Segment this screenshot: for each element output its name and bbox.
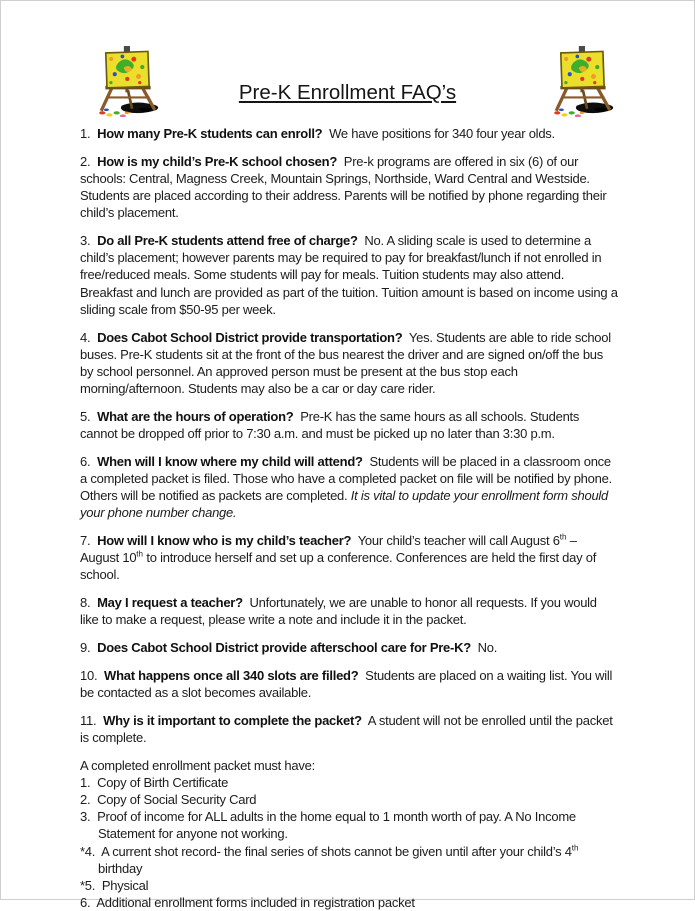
faq-item-8 — [80, 594, 618, 628]
text-run: th — [571, 843, 579, 853]
text-run: 2. Copy of Social Security Card — [80, 792, 257, 807]
text-run: Your child’s teacher will call August 6 — [351, 533, 560, 549]
faq-item-6 — [80, 453, 618, 522]
faq-item-11 — [80, 712, 618, 746]
text-run: *4. A current shot record- the final series of shots cannot be given until after your child’s 4 — [80, 843, 572, 859]
checklist-intro: A completed enrollment packet must have: — [80, 757, 315, 773]
text-run: birthday — [98, 860, 143, 876]
text-run: Yes. Students are able to ride school buses. Pre-K students sit at the front of the bus nearest the driver and are signed on/off the bus by school personnel. An approved person must be present at the bus stop each morning/afternoon. Students may also be a car or day care rider. — [80, 329, 611, 397]
text-run: How will I know who is my child’s teacher? — [97, 533, 352, 549]
text-run: Does Cabot School District provide afterschool care for Pre-K? — [97, 640, 471, 656]
text-run: – August 10 — [80, 533, 577, 566]
text-run: What happens once all 340 slots are filled? — [104, 667, 359, 683]
text-run: It is vital to update your enrollment form should your phone number change. — [80, 488, 609, 521]
text-run: 4. — [80, 329, 98, 345]
text-run: We have positions for 340 four year olds. — [322, 126, 555, 141]
text-run: May I request a teacher? — [97, 595, 243, 611]
page-title: Pre-K Enrollment FAQ’s — [238, 81, 457, 104]
text-run: 11. — [80, 712, 104, 728]
text-run: 7. — [80, 533, 98, 549]
faq-item-2 — [80, 153, 618, 222]
text-run: th — [559, 532, 567, 542]
text-run: 6. — [80, 453, 98, 469]
text-run: 1. Copy of Birth Certificate — [80, 774, 229, 790]
painting-easel-icon — [548, 45, 620, 117]
checklist-item-1 — [80, 774, 618, 791]
text-run: 9. — [80, 640, 98, 656]
checklist-item-5 — [80, 877, 618, 894]
text-run: Does Cabot School District provide transportation? — [97, 329, 403, 345]
text-run: How is my child’s Pre-K school chosen? — [97, 153, 338, 169]
faq-item-10 — [80, 667, 618, 701]
text-run: 3. Proof of income for ALL adults in the home equal to 1 month worth of pay. A No Income Statement for anyone not working. — [80, 809, 576, 842]
faq-item-9 — [80, 639, 618, 656]
text-run: How many Pre-K students can enroll? — [97, 126, 323, 141]
faq-item-5 — [80, 408, 618, 442]
text-run: 2. — [80, 153, 98, 169]
text-run: 1. — [80, 126, 98, 141]
faq-item-7 — [80, 532, 618, 584]
checklist-item-4 — [80, 843, 618, 877]
text-run: No. A sliding scale is used to determine a child’s placement; however parents may be required to pay for breakfast/lunch if not enrolled in free/reduced meals. Some students will pay for meals. Tuition students may also attend. Breakfast and lunch are provided as part of the tuition. Tuition amount is based on income using a sliding scale from $50-95 per week. — [80, 233, 618, 317]
faq-item-1 — [80, 125, 618, 142]
text-run: Do all Pre-K students attend free of charge? — [97, 233, 358, 249]
text-run: Why is it important to complete the packet? — [103, 712, 362, 728]
checklist-item-6 — [80, 894, 618, 911]
text-run: th — [136, 549, 144, 559]
checklist-item-3 — [80, 808, 618, 842]
text-run: Students will be placed in a classroom once a completed packet is filed. Those who have a completed packet on file will be notified by phone. Others will be notified as packets are completed. — [80, 453, 612, 504]
text-run: Pre-k programs are offered in six (6) of our schools: Central, Magness Creek, Mountain Springs, Northside, Ward Central and Westside. Students are placed according to their address. Parents will be notified by phone regarding their child’s placement. — [80, 153, 607, 221]
text-run: to introduce herself and set up a conference. Conferences are held the first day of school. — [80, 550, 597, 583]
text-run: 10. — [80, 667, 105, 683]
text-run: Pre-K has the same hours as all schools. Students cannot be dropped off prior to 7:30 a.m. and must be picked up no later than 3:30 p.m. — [80, 408, 580, 442]
text-run: *5. Physical — [80, 878, 149, 894]
text-run: 8. — [80, 595, 98, 611]
text-run: Students are placed on a waiting list. You will be contacted as a slot becomes available. — [80, 667, 613, 700]
checklist-item-2 — [80, 791, 618, 808]
faq-item-4 — [80, 329, 618, 398]
text-run: A student will not be enrolled until the packet is complete. — [80, 712, 613, 745]
text-run: When will I know where my child will attend? — [97, 453, 363, 469]
text-run: 3. — [80, 233, 98, 249]
faq-content — [80, 125, 618, 911]
text-run: Unfortunately, we are unable to honor all requests. If you would like to make a request, please write a note and include it in the packet. — [80, 595, 597, 628]
text-run: No. — [470, 640, 498, 656]
text-run: What are the hours of operation? — [97, 408, 294, 424]
text-run: 6. Additional enrollment forms included in registration packet — [80, 895, 415, 911]
faq-item-3 — [80, 232, 618, 318]
text-run: 5. — [80, 408, 98, 424]
